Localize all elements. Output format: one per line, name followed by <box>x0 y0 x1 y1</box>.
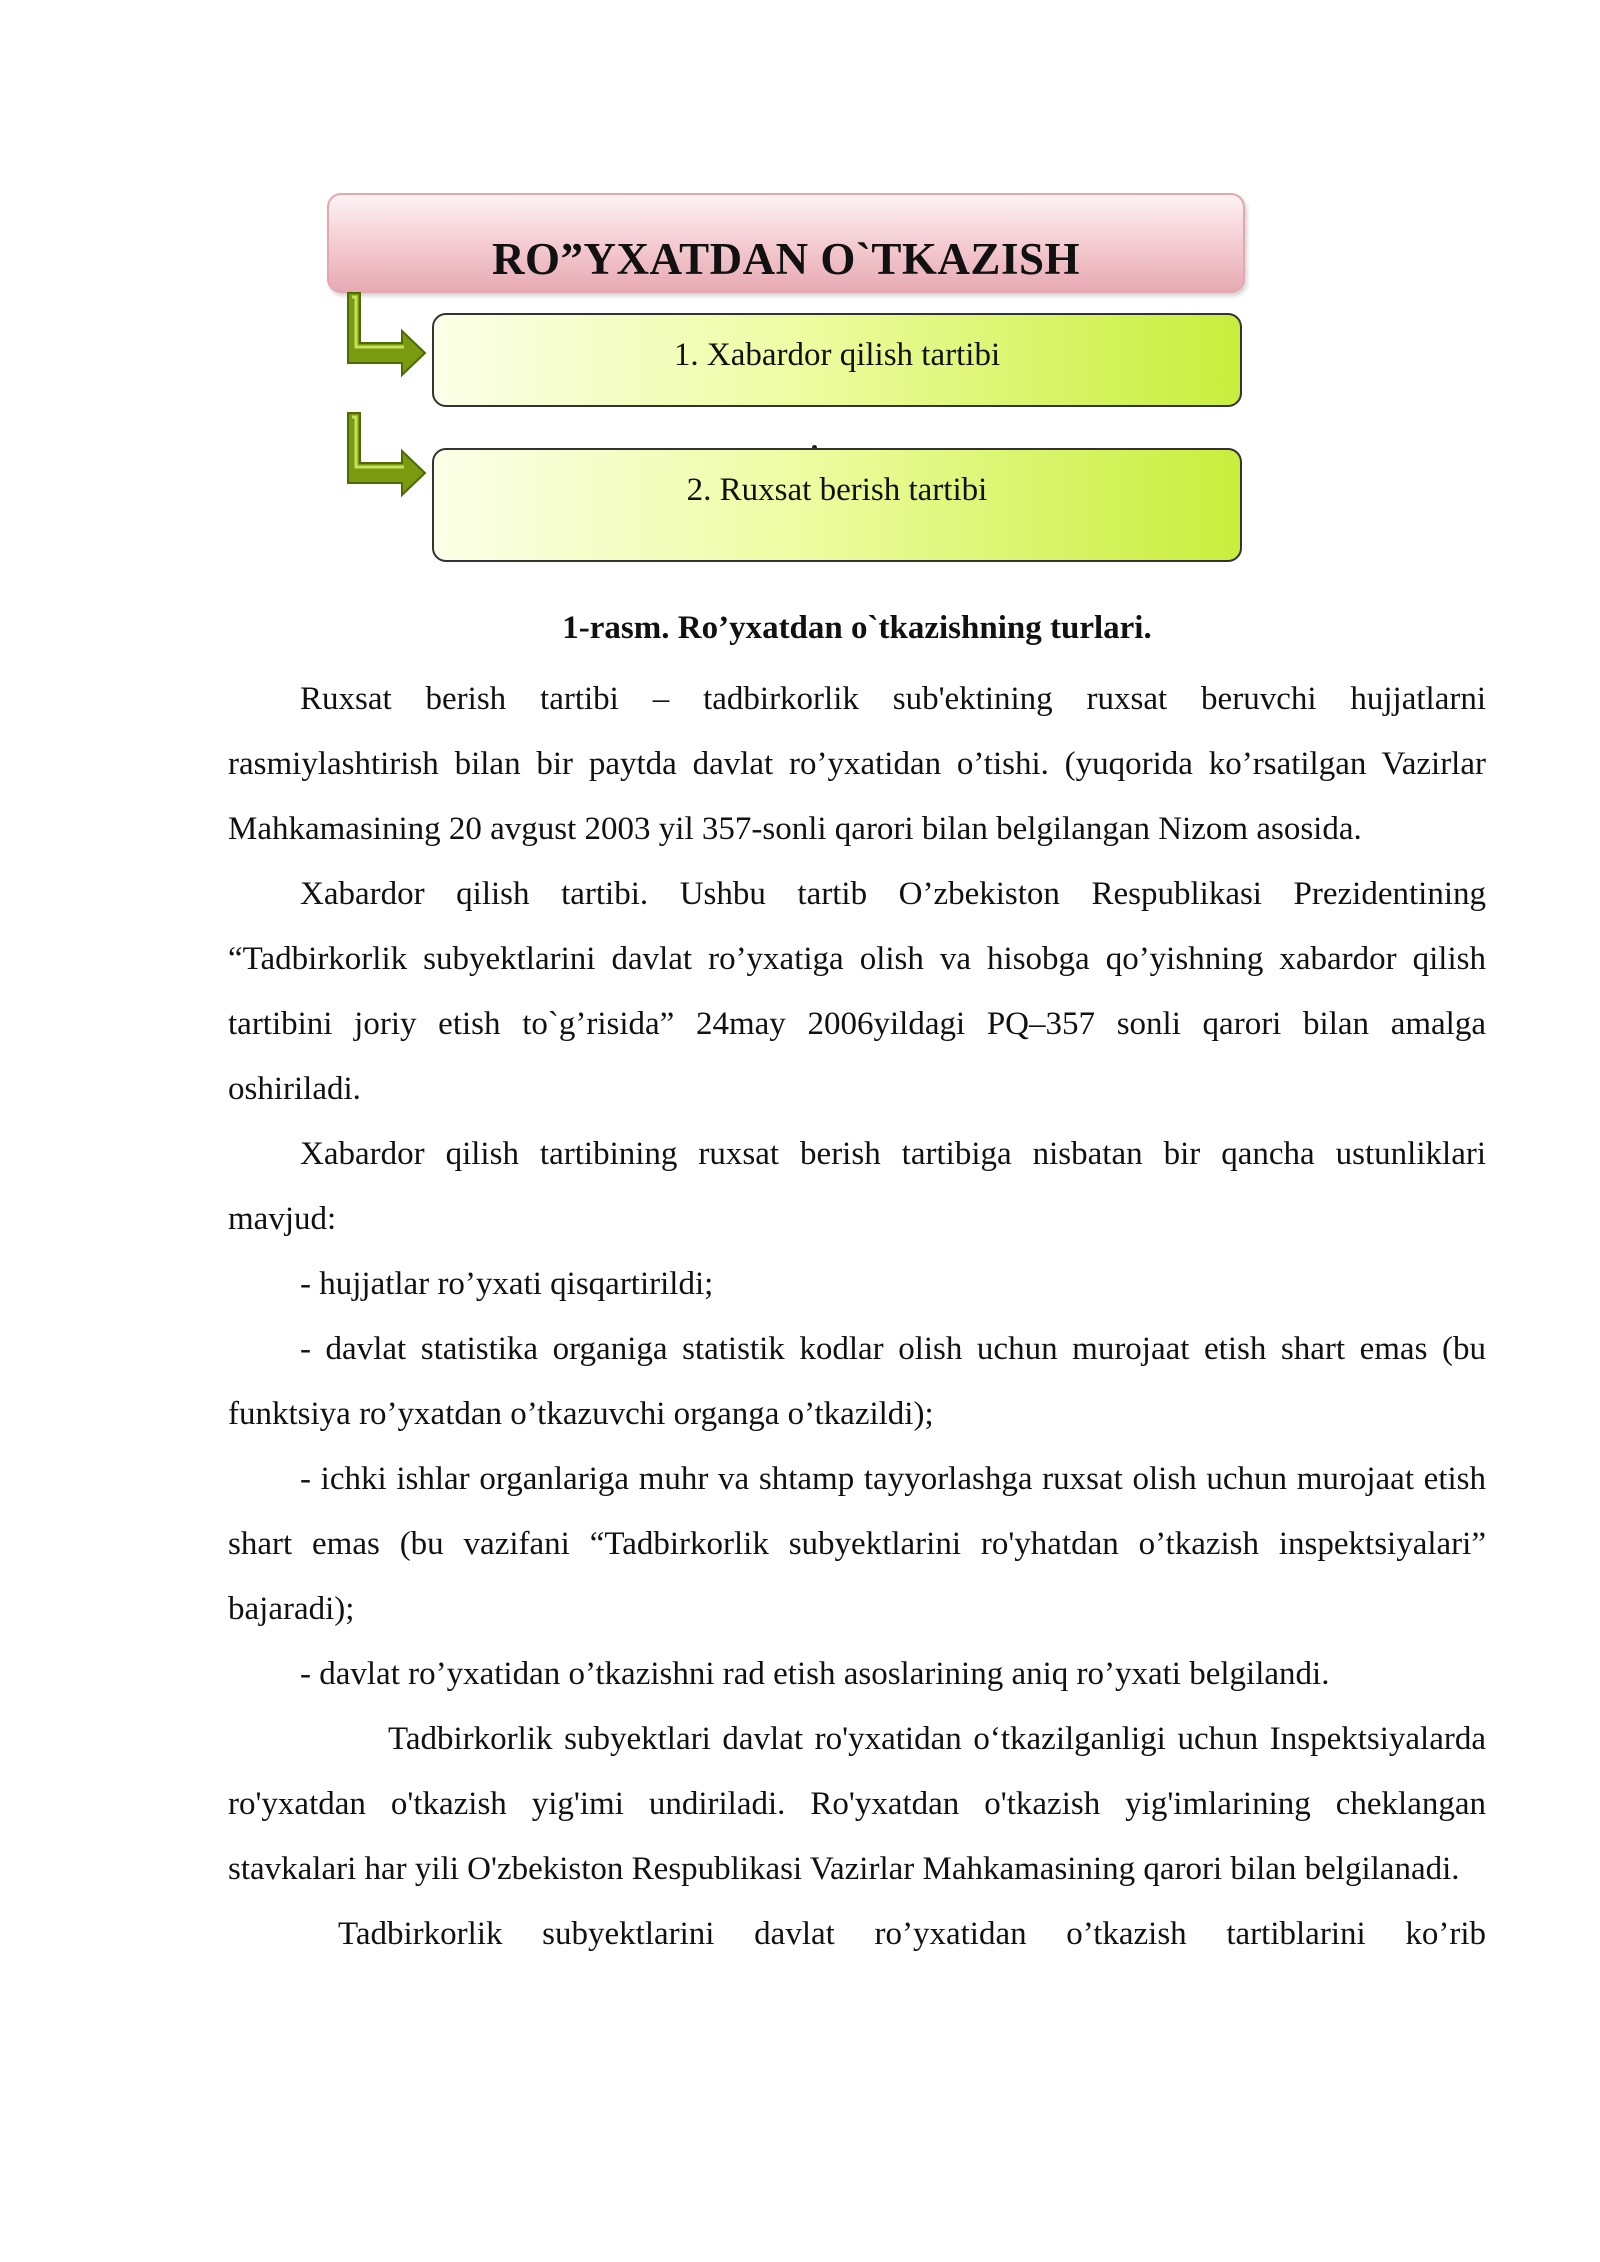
registration-diagram <box>0 0 1600 600</box>
elbow-arrow-icon <box>340 285 440 385</box>
list-item: - davlat statistika organiga statistik kodlar olish uchun murojaat etish shart emas (bu funktsiya ro’yxatdan o’tkazuvchi organga o’tkazildi); <box>228 1331 1486 1432</box>
paragraph: Ruxsat berish tartibi – tadbirkorlik sub'ektining ruxsat beruvchi hujjatlarni rasmiylashtirish bilan bir paytda davlat ro’yxatidan o’tishi. (yuqorida ko’rsatilgan Vazirlar Mahkamasining 20 avgust 2003 yil 357-sonli qarori bilan belgilangan Nizom asosida. <box>228 681 1486 847</box>
paragraph: Xabardor qilish tartibi. Ushbu tartib O’zbekiston Respublikasi Prezidentining “Tadbirkorlik subyektlarini davlat ro’yxatiga olish va hisobga qo’yishning xabardor qilish tartibini joriy etish to`g’risida” 24may 2006yildagi PQ–357 sonli qarori bilan amalga oshiriladi. <box>228 876 1486 1107</box>
figure-caption: 1-rasm. Ro’yxatdan o`tkazishning turlari. <box>562 610 1152 646</box>
list-item: - davlat ro’yxatidan o’tkazishni rad etish asoslarining aniq ro’yxati belgilandi. <box>300 1656 1330 1692</box>
paragraph: Tadbirkorlik subyektlarini davlat ro’yxatidan o’tkazish tartiblarini ko’rib <box>338 1916 1486 1952</box>
diagram-header-box <box>327 193 1245 293</box>
diagram-title: RO”YXATDAN O`TKAZISH <box>492 234 1080 284</box>
list-item: - ichki ishlar organlariga muhr va shtamp tayyorlashga ruxsat olish uchun murojaat etish shart emas (bu vazifani “Tadbirkorlik subyektlarini ro'yhatdan o’tkazish inspektsiyalari” bajaradi); <box>228 1461 1486 1627</box>
step-label: 2. Ruxsat berish tartibi <box>686 472 988 508</box>
paragraph: Tadbirkorlik subyektlari davlat ro'yxatidan o‘tkazilganligi uchun Inspektsiyalarda ro'yxatdan o'tkazish yig'imi undiriladi. Ro'yxatdan o'tkazish yig'imlarining cheklangan stavkalari har yili O'zbekiston Respublikasi Vazirlar Mahkamasining qarori bilan belgilanadi. <box>228 1721 1486 1887</box>
document-body <box>228 667 1486 1967</box>
step-label: 1. Xabardor qilish tartibi <box>673 337 1001 373</box>
step-box-notification <box>432 313 1242 407</box>
elbow-arrow-icon <box>340 405 440 505</box>
list-item: - hujjatlar ro’yxati qisqartirildi; <box>300 1266 714 1302</box>
step-box-permission <box>432 448 1242 562</box>
paragraph: Xabardor qilish tartibining ruxsat berish tartibiga nisbatan bir qancha ustunliklari mavjud: <box>228 1136 1486 1237</box>
